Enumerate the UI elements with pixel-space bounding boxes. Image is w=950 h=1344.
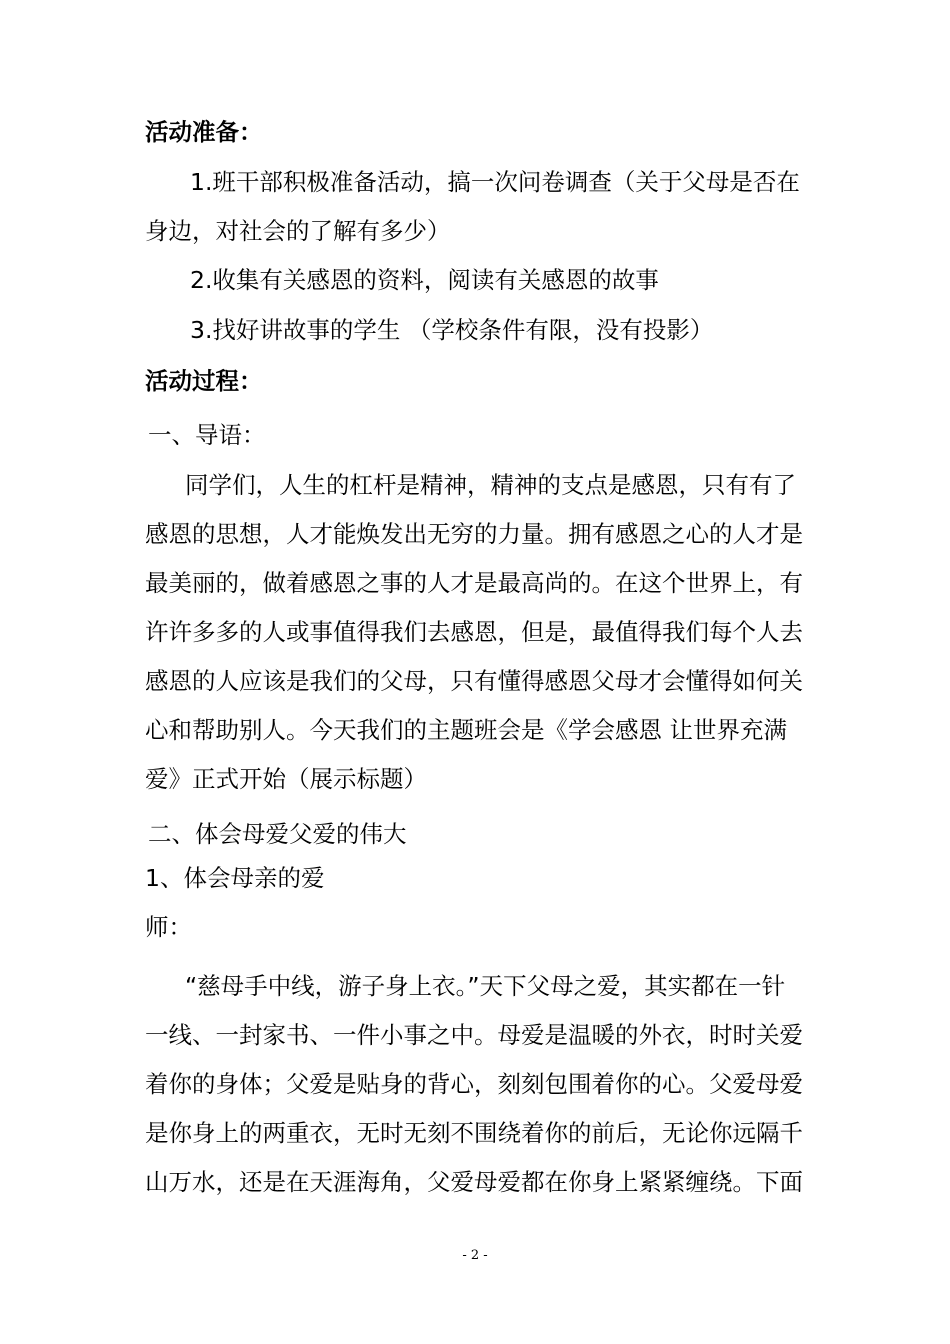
prep-heading: 活动准备： (145, 118, 263, 146)
section1-paragraph-line: 爱》正式开始（展示标题） (145, 765, 427, 793)
section1-paragraph-line: 最美丽的，做着感恩之事的人才是最高尚的。在这个世界上，有 (145, 569, 803, 597)
prep-item-2: 2.收集有关感恩的资料，阅读有关感恩的故事 (190, 266, 659, 294)
teacher-paragraph-line: “慈母手中线，游子身上衣。”天下父母之爱，其实都在一针 (185, 972, 786, 1000)
section1-heading: 一、导语： (148, 421, 266, 449)
section2-heading: 二、体会母爱父爱的伟大 (148, 820, 407, 848)
teacher-paragraph-line: 山万水，还是在天涯海角，父爱母爱都在你身上紧紧缠绕。下面 (145, 1168, 803, 1196)
section1-paragraph-line: 感恩的思想，人才能焕发出无穷的力量。拥有感恩之心的人才是 (145, 520, 803, 548)
prep-item-1: 1.班干部积极准备活动，搞一次问卷调查（关于父母是否在 (190, 168, 800, 196)
teacher-label: 师： (145, 913, 192, 941)
section1-paragraph-line: 心和帮助别人。今天我们的主题班会是《学会感恩 让世界充满 (145, 716, 787, 744)
subsection1-heading: 1、体会母亲的爱 (145, 864, 325, 892)
prep-item-3: 3.找好讲故事的学生 （学校条件有限，没有投影） (190, 316, 714, 344)
teacher-paragraph-line: 是你身上的两重衣，无时无刻不围绕着你的前后，无论你远隔千 (145, 1119, 803, 1147)
section1-paragraph-line: 许许多多的人或事值得我们去感恩，但是，最值得我们每个人去 (145, 618, 803, 646)
teacher-paragraph-line: 一线、一封家书、一件小事之中。母爱是温暖的外衣，时时关爱 (145, 1021, 803, 1049)
section1-paragraph-line: 同学们，人生的杠杆是精神，精神的支点是感恩，只有有了 (185, 471, 796, 499)
teacher-paragraph-line: 着你的身体；父爱是贴身的背心，刻刻包围着你的心。父爱母爱 (145, 1070, 803, 1098)
prep-item-1-cont: 身边，对社会的了解有多少） (145, 217, 451, 245)
process-heading: 活动过程： (145, 367, 263, 395)
page-number: - 2 - (462, 1248, 488, 1263)
section1-paragraph-line: 感恩的人应该是我们的父母，只有懂得感恩父母才会懂得如何关 (145, 667, 803, 695)
